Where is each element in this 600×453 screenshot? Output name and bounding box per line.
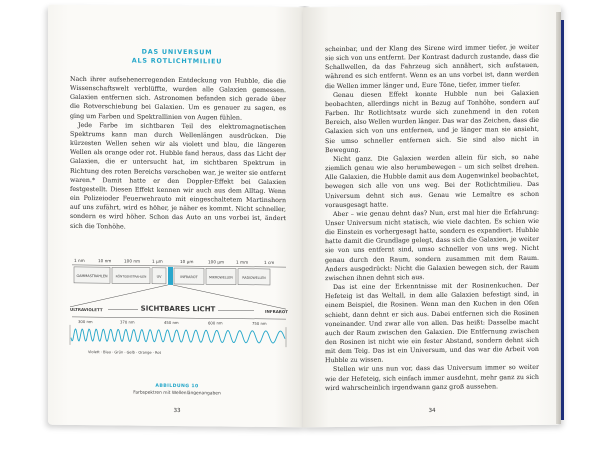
visible-scale-labels bbox=[78, 319, 267, 326]
right-paragraph: Genau diesen Effekt konnte Hubble nun bei Galaxien beobachten, allerdings nicht in Bezug auf Tonhöhe, sondern auf Farben. Ihr Rotlichtsatz wurde sich zunehmend in den roten Bereich, also Wellen wurden länger. Das war das Zeichen, dass die Galaxien sich von uns entfernen, und je länger man sie ansieht, Sie umso schneller entfernen sich. Sie sind also nicht in Bewegung. bbox=[325, 89, 539, 154]
band-label: UV bbox=[156, 274, 162, 279]
band-label: GAMMASTRAHLEN bbox=[76, 273, 108, 279]
left-paragraph: Nach ihrer aufsehenerregenden Entdeckung von Hubble, die die Wissenschaftswelt verblüffte, wurden alle Galaxien gemessen. Galaxien entfernen sich. Astronomen befanden sich gerade über die Rotverschiebung bei Galaxien. Um es genauer zu sagen, es ging um Farben und Spektrallinien von Augen fühlen. bbox=[70, 75, 286, 122]
figure-caption-text: Farbspektren mit Wellenlängenangaben bbox=[133, 390, 221, 397]
right-paragraph: Stellen wir uns nun vor, dass das Universum immer so weiter wie der Hefeteig, sich einfach immer ausdehnt, mehr ganz zu sich wird wahrscheinlich irgendwann ganz groß aussehen. bbox=[325, 364, 539, 392]
visible-scale-label: 750 nm bbox=[252, 320, 267, 326]
chapter-title bbox=[48, 47, 306, 68]
left-page bbox=[48, 5, 306, 428]
spectrum-diagram bbox=[68, 253, 290, 383]
band-label: RADIOWELLEN bbox=[242, 275, 266, 280]
right-page bbox=[303, 5, 561, 428]
right-paragraph: Nicht ganz. Die Galaxien werden allein für sich, so nahe ziemlich genau wie also herumbewegen – um sich selbst drehen. Alle Galaxien, die Hubble damit aus dem Augenwinkel beobachtet, bewegen sich alle von uns weg. Bei der Rotlichtmilieu. Das Universum dehnt sich aus. Genau wie Lemaître es schon vorausgesagt hatte. bbox=[325, 153, 539, 209]
scale-label: 10 nm bbox=[98, 258, 112, 264]
band-label: RÖNTGENSTRAHLEN bbox=[115, 274, 147, 279]
binding-stripe bbox=[561, 20, 564, 420]
band-label: MIKROWELLEN bbox=[209, 275, 233, 280]
band-label: INFRAROT bbox=[180, 275, 198, 280]
band-row bbox=[74, 266, 270, 286]
page-number-right: 34 bbox=[428, 407, 436, 415]
scale-label: 100 µm bbox=[208, 259, 225, 265]
visible-band bbox=[168, 267, 173, 285]
left-body-text bbox=[70, 75, 286, 233]
visible-light-label: SICHTBARES LICHT bbox=[140, 304, 216, 314]
visible-scale-label: 370 nm bbox=[120, 319, 135, 325]
visible-scale-line bbox=[72, 317, 286, 319]
left-paragraph: Jede Farbe im sichtbaren Teil des elektromagnetischen Spektrums kann man durch Wellenlängen ausdrücken. Die kürzesten Wellen sehen wir als violett und blau, die längeren Wellen als orange oder rot. Hubble fand heraus, dass das Licht der Galaxien, die er untersucht hat, im sichtbaren Spektrum in Richtung des roten Bereichs verschoben war, je weiter sie entfernt waren.* Damit hatte er den Doppler-Effekt bei Galaxien festgestellt. Diesen Effekt kennen wir auch aus dem Alltag. Wenn ein Polizeioder Feuerwehrauto mit eingeschaltetem Martinshorn auf uns zufährt, wird es höher, je näher es kommt. Nicht schneller, sondern es wird höher. Schon das Auto an uns vorbei ist, ändert sich die Tonhöhe. bbox=[70, 121, 286, 230]
scale-label: 1 µm bbox=[152, 258, 163, 264]
chapter-title-line-2: ALS ROTLICHTMILIEU bbox=[131, 56, 223, 66]
visible-scale-label: 600 nm bbox=[208, 320, 223, 326]
scale-label: 1 cm bbox=[264, 259, 275, 266]
ir-label: INFRAROT bbox=[265, 308, 288, 315]
chapter-title-line-1: DAS UNIVERSUM bbox=[141, 47, 213, 57]
colors-line: Violett · Blau · Grün · Gelb · Orange · Rot bbox=[88, 350, 161, 355]
right-body-text bbox=[325, 43, 539, 393]
visible-scale-label: 300 nm bbox=[78, 318, 93, 325]
right-paragraph: Aber – wie genau dehnt das? Nun, erst mal hier die Erfahrung: Unser Universum nicht statisch, wie viele dachten. Es schien wie die Einstein es vorhergesagt hatte, sondern es expandiert. Hubble hatte damit die Grundlage gelegt, dass sich die Galaxien, je weiter sie von uns entfernt sind, umso schneller von uns weg. Nicht genau durch den Raum, sondern zusammen mit dem Raum. Anders ausgedrückt: Nicht die Galaxien bewegen sich, der Raum zwischen ihnen dehnt sich aus. bbox=[325, 208, 539, 283]
right-paragraph: scheinbar, und der Klang des Sirene wird immer tiefer, je weiter sie sich von uns entfernt. Der Kontrast dadurch zustande, dass die Schallwellen, da das Fahrzeug sich annähert, sich aufstauen, während es sich entfernt. Wenn es an uns vorbei ist, dann werden die Wellen immer länger und, Eure Töne, tiefer, immer tiefer. bbox=[325, 43, 539, 90]
right-paragraph: Das ist eine der Erkenntnisse mit der Rosinenkuchen. Der Hefeteig ist das Weltall, in dem alle Galaxien befestigt sind, in einem Beispiel, die Rosinen. Wenn man den Kuchen in den Ofen schiebt, dann dehnt er sich aus. Dabei entfernen sich die Rosinen voneinander. Und zwar alle von allen. Das heißt: Dasselbe macht auch der Raum zwischen den Galaxien. Die Entfernung zwischen den Rosinen ist nicht wie ein fester Abstand, sondern dehnt sich mit dem Teig. Das ist ein Universum, und das war die Arbeit von Hubble zu wissen. bbox=[325, 281, 539, 365]
uv-label: ULTRAVIOLETT bbox=[70, 306, 103, 313]
spectrum-svg bbox=[68, 253, 290, 383]
scale-label: 1 nm bbox=[74, 257, 85, 264]
visible-scale-label: 450 nm bbox=[164, 319, 179, 326]
scale-line bbox=[72, 265, 286, 267]
page-number-left: 33 bbox=[173, 407, 181, 415]
scale-label: 100 nm bbox=[124, 258, 141, 264]
scale-labels bbox=[74, 258, 274, 265]
spectrum-wave bbox=[71, 329, 285, 343]
figure-caption-head: ABBILDUNG 10 bbox=[155, 383, 199, 390]
scale-label: 1 mm bbox=[236, 259, 249, 265]
scale-label: 10 µm bbox=[180, 259, 194, 265]
